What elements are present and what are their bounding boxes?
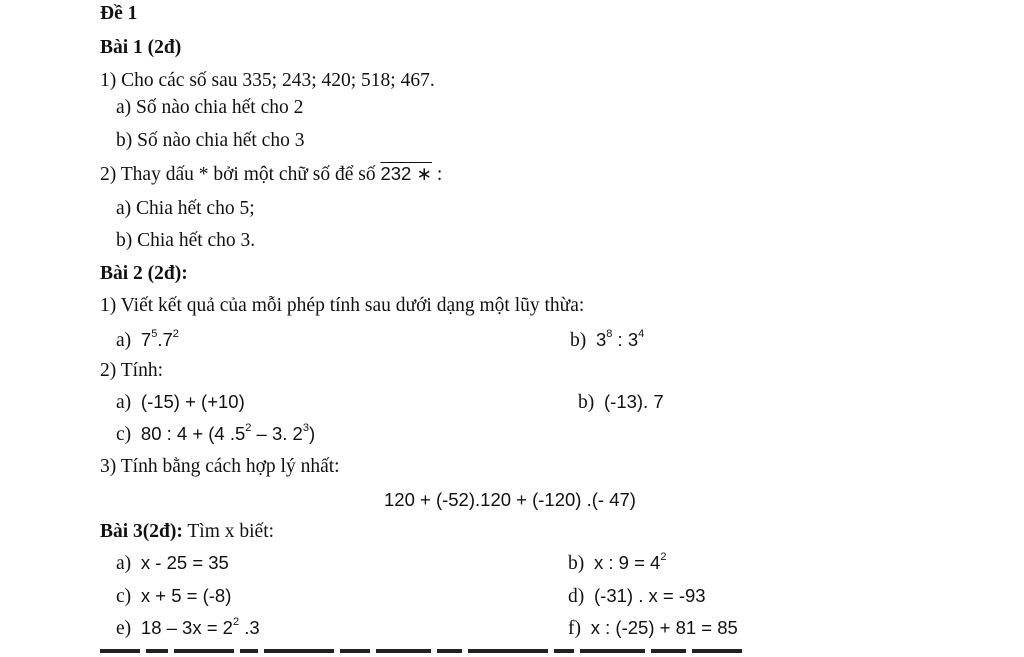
- page-title: Đề 1: [100, 3, 138, 24]
- bai2-q2c: [116, 422, 315, 447]
- bai2-q2b-label: b): [578, 392, 595, 413]
- bai3-b-label: b): [568, 553, 585, 574]
- bai2-q1b: [570, 328, 644, 353]
- bai1-q2-prefix: 2) Thay dấu * bởi một chữ số để số: [100, 164, 376, 185]
- bai2-q2a-expr: (-15) + (+10): [140, 391, 245, 412]
- bai2-heading: Bài 2 (2đ):: [100, 263, 188, 284]
- bai3-e-expr: $18 - 3x = 2^2$ .3: [140, 616, 260, 638]
- bai3-heading: Bài 3(2đ):: [100, 521, 183, 542]
- bai2-q2c-label: c): [116, 424, 132, 445]
- bai3-b: [568, 551, 666, 576]
- bai2-q2c-expr: 80 : 4 + (4 $.5^2 - 3$. $2^3$): [140, 422, 316, 444]
- bai3-intro: Tìm x biết:: [182, 521, 275, 542]
- bai2-q1a-label: a): [116, 330, 132, 351]
- cut-off-text-line: [100, 645, 900, 657]
- bai1-heading: Bài 1 (2đ): [100, 37, 182, 58]
- bai2-q2a: [116, 390, 245, 415]
- bai3-a: [116, 551, 229, 576]
- bai3-a-expr: x - 25 = 35: [140, 552, 229, 573]
- bai1-q2-number: 232 ∗: [380, 163, 432, 184]
- bai2-q3: 3) Tính bằng cách hợp lý nhất:: [100, 456, 340, 477]
- bai2-q1: 1) Viết kết quả của mỗi phép tính sau dưới dạng một lũy thừa:: [100, 295, 585, 316]
- bai3-heading-line: [100, 520, 274, 544]
- bai3-c: [116, 584, 231, 609]
- bai3-d: [568, 584, 706, 609]
- bai2-q1a: [116, 328, 179, 353]
- bai1-q2b: b) Chia hết cho 3.: [116, 230, 256, 251]
- bai3-e-label: e): [116, 618, 132, 639]
- bai1-q1b: b) Số nào chia hết cho 3: [116, 130, 305, 151]
- bai2-q2b: [578, 390, 664, 415]
- bai3-d-expr: (-31) . x = -93: [594, 585, 706, 606]
- bai3-d-label: d): [568, 586, 585, 607]
- bai1-q2: [100, 162, 442, 187]
- bai2-q2b-expr: (-13). 7: [604, 391, 664, 412]
- bai3-c-expr: x + 5 = (-8): [140, 585, 232, 606]
- bai3-b-expr: x : $9 = 4^2$: [594, 551, 667, 573]
- bai3-a-label: a): [116, 553, 132, 574]
- bai2-q1a-expr: $7^5.7^2$: [140, 328, 179, 350]
- bai3-e: [116, 616, 260, 641]
- bai1-q1: 1) Cho các số sau 335; 243; 420; 518; 467.: [100, 70, 435, 91]
- bai1-q1a: a) Số nào chia hết cho 2: [116, 97, 304, 118]
- bai3-f: [568, 616, 738, 641]
- bai2-q2a-label: a): [116, 392, 132, 413]
- bai2-q1b-expr: $3^8$ : $3^4$: [596, 328, 645, 350]
- bai1-q2-suffix: :: [432, 164, 443, 185]
- bai2-q2: 2) Tính:: [100, 360, 164, 381]
- bai3-f-expr: x : (-25) + 81 = 85: [590, 617, 738, 638]
- bai3-f-label: f): [568, 618, 581, 639]
- bai3-c-label: c): [116, 586, 132, 607]
- bai1-q2a: a) Chia hết cho 5;: [116, 198, 255, 219]
- bai2-q1b-label: b): [570, 330, 587, 351]
- bai2-q3-expr: 120 + (-52).120 + (-120) .(- 47): [384, 489, 636, 510]
